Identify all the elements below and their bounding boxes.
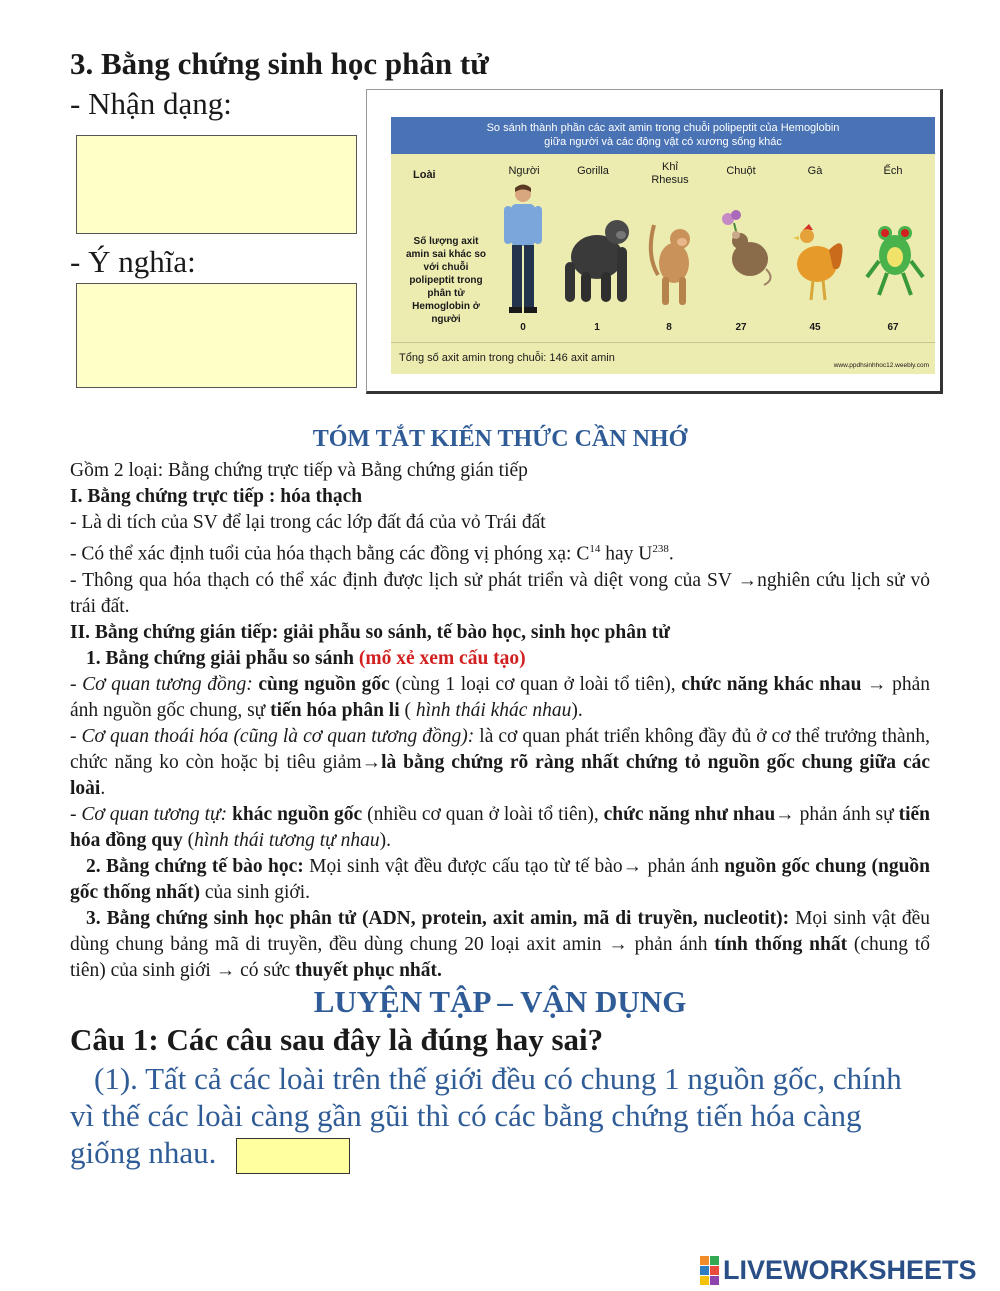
figure-divider — [391, 342, 935, 343]
text: ). — [379, 829, 392, 851]
text: là cơ quan phát triển không đầy đủ ở cơ thể trưởng thành, chức năng ko còn hoặc bị tiêu giảm→ — [70, 725, 931, 773]
analogous-organs — [70, 802, 930, 854]
homologous-organs — [70, 672, 930, 724]
summary-title: TÓM TẮT KIẾN THỨC CẦN NHỚ — [312, 426, 688, 452]
species-label: Loài — [413, 169, 436, 181]
question-1-title: Câu 1: Các câu sau đây là đúng hay sai? — [70, 1022, 604, 1057]
summary-intro: Gồm 2 loại: Bằng chứng trực tiếp và Bằng chứng gián tiếp — [70, 460, 528, 481]
rhesus-monkey-illustration — [646, 215, 701, 310]
text: - Cơ quan tương tự: — [70, 803, 228, 825]
text: 1. Bằng chứng giải phẫu so sánh — [86, 647, 355, 669]
answer-box[interactable] — [236, 1138, 350, 1174]
species-name: Gà — [807, 165, 823, 177]
text: (nhiều cơ quan ở loài tổ tiên), — [367, 803, 599, 825]
text: - Cơ quan tương đồng: — [70, 673, 253, 695]
row-label: Số lượng axit amin sai khác so với chuỗi polipeptit trong phân tử Hemoglobin ở người — [405, 236, 487, 325]
brand-text: LIVEWORKSHEETS — [723, 1255, 977, 1285]
text: khác nguồn gốc — [232, 803, 363, 825]
vestigial-organs — [70, 724, 930, 802]
logo-icon — [700, 1256, 719, 1285]
species-name: Gorilla — [577, 165, 609, 177]
species-value: 45 — [809, 322, 821, 333]
text: chức năng khác nhau — [681, 673, 862, 695]
superscript: 238 — [652, 543, 669, 555]
text: nguồn gốc chung (nguồn gốc thống nhất) — [70, 855, 931, 903]
text: tiến hóa đồng quy — [70, 803, 931, 851]
molecular-evidence — [70, 906, 930, 984]
text: . — [100, 777, 106, 799]
frog-illustration — [865, 215, 925, 300]
hemoglobin-figure — [366, 89, 943, 394]
text: Mọi sinh vật đều dùng chung bảng mã di truyền, đều dùng chung 20 loại axit amin → phản ánh — [70, 907, 931, 955]
direct-evidence-line2 — [70, 536, 930, 568]
figure-source: www.ppdhsinhhoc12.weebly.com — [833, 362, 929, 369]
text: tiến hóa phân li — [270, 699, 400, 721]
text: của sinh giới. — [204, 881, 310, 903]
text: - Có thể xác định tuổi của hóa thạch bằng các đồng vị phóng xạ: C — [70, 543, 590, 565]
mouse-illustration — [716, 209, 776, 289]
identify-label: - Nhận dạng: — [70, 86, 232, 121]
direct-evidence-heading: I. Bằng chứng trực tiếp : hóa thạch — [70, 486, 363, 507]
species-value: 67 — [887, 322, 899, 333]
species-value: 0 — [520, 322, 526, 333]
direct-evidence-line1: - Là di tích của SV để lại trong các lớp đất đá của vỏ Trái đất — [70, 512, 546, 533]
text: Mọi sinh vật đều được cấu tạo từ tế bào→ phản ánh — [309, 855, 719, 877]
species-value: 8 — [666, 322, 672, 333]
superscript: 14 — [589, 543, 601, 555]
text: là bằng chứng rõ ràng nhất chứng tỏ nguồn gốc chung giữa các loài — [70, 751, 931, 799]
chicken-illustration — [789, 222, 847, 307]
text: thuyết phục nhất. — [295, 959, 442, 981]
text: cùng nguồn gốc — [258, 673, 390, 695]
text: ( — [187, 829, 195, 851]
text: hình thái khác nhau — [415, 699, 572, 721]
summary-body — [70, 458, 930, 984]
text: - Cơ quan thoái hóa (cũng là cơ quan tương đồng): — [70, 725, 475, 747]
question-1-item-1 — [70, 1060, 930, 1174]
figure-panel — [391, 117, 935, 374]
indirect-evidence-heading: II. Bằng chứng gián tiếp: giải phẫu so sánh, tế bào học, sinh học phân tử — [70, 621, 670, 643]
practice-title: LUYỆN TẬP – VẬN DỤNG — [313, 984, 687, 1019]
species-value: 27 — [735, 322, 747, 333]
direct-evidence-line3: - Thông qua hóa thạch có thể xác định được lịch sử phát triển và diệt vong của SV →nghiên cứu lịch sử vỏ trái đất. — [70, 569, 930, 617]
meaning-label: - Ý nghĩa: — [70, 244, 196, 279]
figure-header — [391, 117, 935, 154]
species-name: Ếch — [883, 165, 903, 177]
text: 3. Bằng chứng sinh học phân tử (ADN, protein, axit amin, mã di truyền, nucleotit): — [86, 907, 790, 929]
text: ). — [571, 699, 583, 721]
species-name: Chuột — [726, 165, 756, 177]
human-illustration — [498, 183, 548, 318]
liveworksheets-logo — [700, 1255, 977, 1286]
text: . — [668, 543, 674, 565]
text: → phản ánh sự — [775, 803, 894, 825]
section-title: 3. Bằng chứng sinh học phân tử — [70, 46, 489, 81]
question-text: (1). Tất cả các loài trên thế giới đều có chung 1 nguồn gốc, chính vì thế các loài càng gần gũi thì có các bằng chứng tiến hóa càng giống nhau. — [70, 1061, 902, 1170]
text: → phản ánh nguồn gốc chung, sự — [70, 673, 931, 721]
meaning-answer-box[interactable] — [76, 283, 357, 388]
figure-header-line1: So sánh thành phần các axit amin trong chuỗi polipeptit của Hemoglobin — [486, 122, 840, 134]
identify-answer-box[interactable] — [76, 135, 357, 234]
text: hay U — [600, 543, 653, 565]
figure-total: Tổng số axit amin trong chuỗi: 146 axit amin — [399, 352, 615, 364]
text: (chung tổ tiên) của sinh giới → có sức — [70, 933, 930, 981]
species-name: Khỉ Rhesus — [651, 161, 689, 186]
cell-evidence — [70, 854, 930, 906]
text: 2. Bằng chứng tế bào học: — [86, 855, 304, 877]
text: chức năng như nhau — [603, 803, 776, 825]
gorilla-illustration — [559, 212, 635, 307]
text: hình thái tương tự nhau — [194, 829, 380, 851]
red-note: (mổ xẻ xem cấu tạo) — [358, 647, 526, 669]
text: tính thống nhất — [714, 933, 848, 955]
text: (cùng 1 loại cơ quan ở loài tổ tiên), — [395, 673, 676, 695]
figure-header-line2: giữa người và các động vật có xương sống khác — [544, 136, 782, 148]
anatomy-heading — [70, 646, 930, 672]
species-name: Người — [508, 165, 540, 177]
species-value: 1 — [594, 322, 600, 333]
text: ( — [404, 699, 412, 721]
